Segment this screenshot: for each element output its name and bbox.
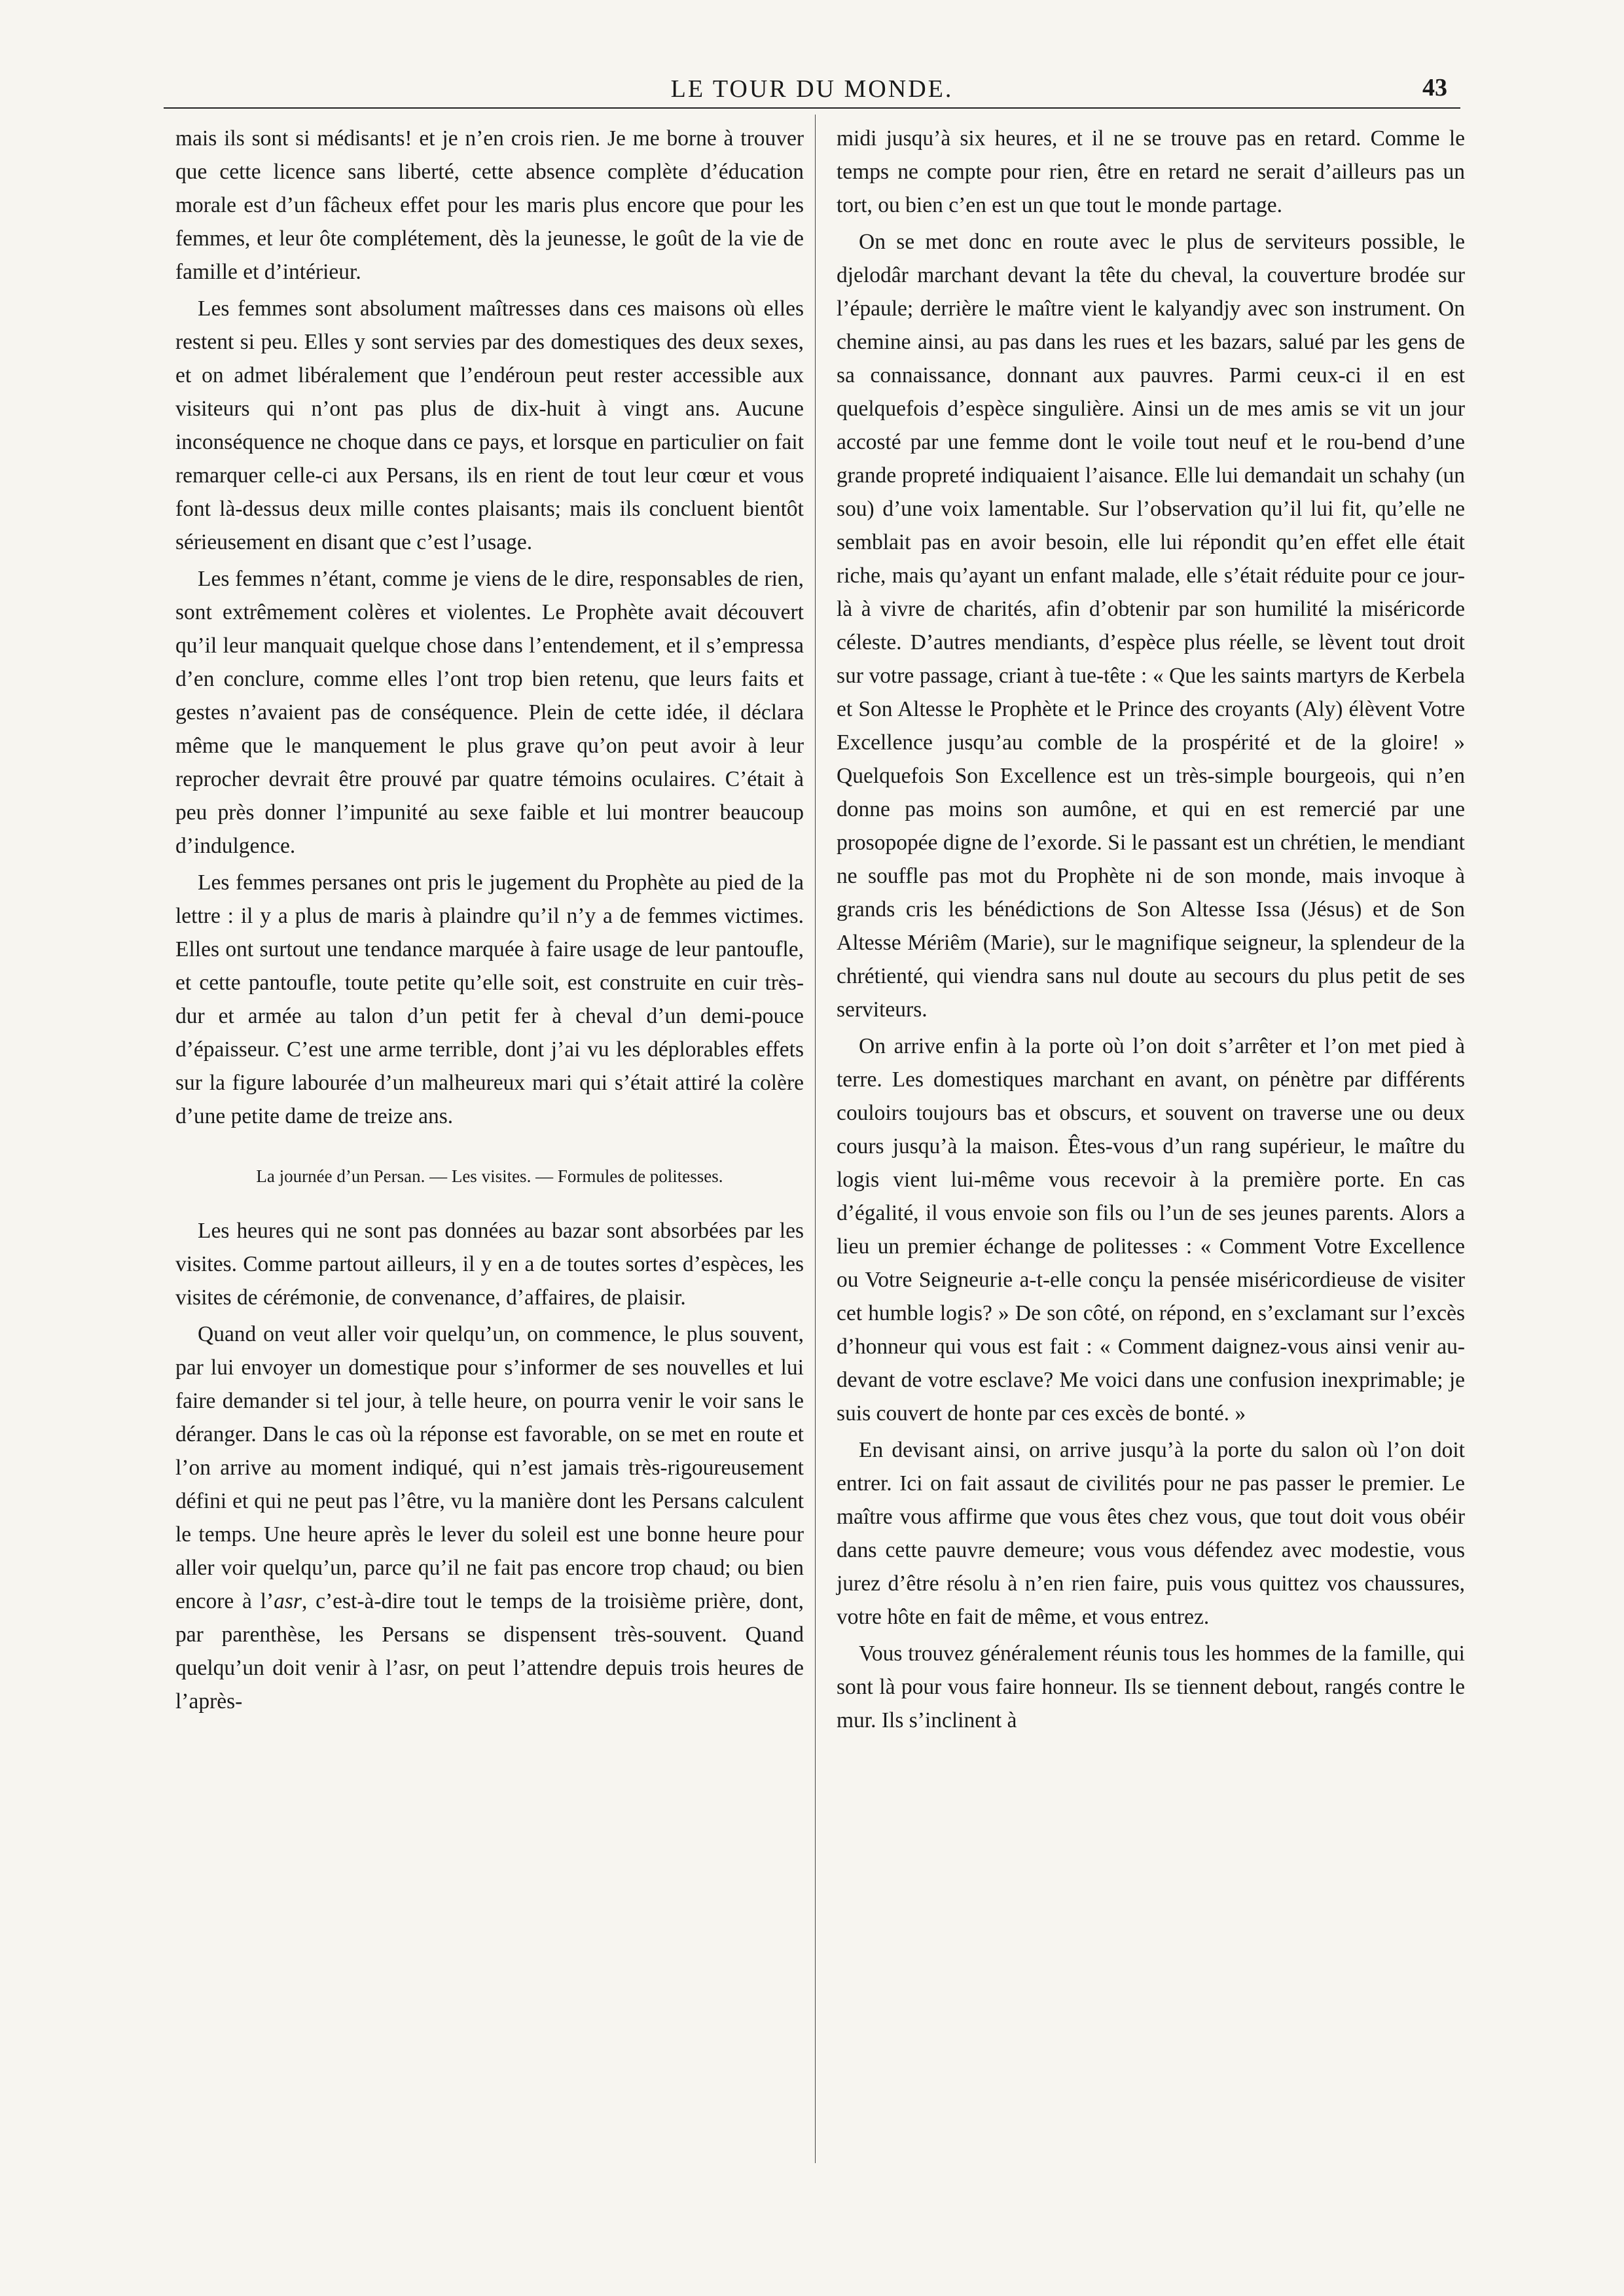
right-column — [837, 122, 1465, 1737]
section-heading: La journée d’un Persan. — Les visites. — Formules de politesses. — [256, 1166, 723, 1186]
italic-term: asr — [274, 1589, 302, 1613]
page-header — [164, 71, 1460, 110]
paragraph: En devisant ainsi, on arrive jusqu’à la porte du salon où l’on doit entrer. Ici on fait assaut de civilités pour ne pas passer le premier. Le maître vous affirme que vous êtes chez vous, que tout doit vous obéir dans cette pauvre demeure; vous vous défendez avec modestie, vous jurez d’être résolu à n’en rien faire, puis vous quittez vos chaussures, votre hôte en fait de même, et vous entrez. — [837, 1438, 1465, 1629]
paragraph: Vous trouvez généralement réunis tous les hommes de la famille, qui sont là pour vous faire honneur. Ils se tiennent debout, rangés contre le mur. Ils s’inclinent à — [837, 1641, 1465, 1732]
text-run: , c’est-à-dire tout le temps de la troisième prière, dont, par parenthèse, les Persans se dispensent très-souvent. Quand quelqu’un doit venir à l’asr, on peut l’attendre depuis trois heures de l’après- — [175, 1589, 804, 1713]
paragraph: Les heures qui ne sont pas données au bazar sont absorbées par les visites. Comme partout ailleurs, il y en a de toutes sortes d’espèces, les visites de cérémonie, de convenance, d’affaires, de plaisir. — [175, 1219, 804, 1310]
paragraph: On arrive enfin à la porte où l’on doit s’arrêter et l’on met pied à terre. Les domestiques marchant en avant, on pénètre par différents couloirs toujours bas et obscurs, et souvent on traverse une ou deux cours jusqu’à la maison. Êtes-vous d’un rang supérieur, le maître du logis vient lui-même vous recevoir à la première porte. En cas d’égalité, il vous envoie son fils ou l’un de ses jeunes parents. Alors a lieu un premier échange de politesses : « Comment Votre Excellence ou Votre Seigneurie a-t-elle conçu la pensée miséricordieuse de visiter cet humble logis? » De son côté, on répond, en s’exclamant sur l’excès d’honneur qui vous est fait : « Comment daignez-vous ainsi venir au-devant de votre esclave? Me voici dans une confusion inexprimable; je suis couvert de honte par ces excès de bonté. » — [837, 1034, 1465, 1426]
paragraph: On se met donc en route avec le plus de serviteurs possible, le djelodâr marchant devant la tête du cheval, la couverture brodée sur l’épaule; derrière le maître vient le kalyandjy avec son instrument. On chemine ainsi, au pas dans les rues et les bazars, salué par les gens de sa connaissance, donnant aux pauvres. Parmi ceux-ci il en est quelquefois d’espèce singulière. Ainsi un de mes amis se vit un jour accosté par une femme dont le voile tout neuf et le rou-bend d’une grande propreté indiquaient l’aisance. Elle lui demandait un schahy (un sou) d’une voix lamentable. Sur l’observation qu’il lui fit, qu’elle ne semblait pas en avoir besoin, elle lui répondit qu’en effet elle était riche, mais qu’ayant un enfant malade, elle s’était réduite pour ce jour-là à vivre de charités, afin d’obtenir par son humilité la miséricorde céleste. D’autres mendiants, d’espèce plus réelle, se lèvent tout droit sur votre passage, criant à tue-tête : « Que les saints martyrs de Kerbela et Son Altesse le Prophète et le Prince des croyants (Aly) élèvent Votre Excellence jusqu’au comble de la prospérité et de la gloire! » Quelquefois Son Excellence est un très-simple bourgeois, qui n’en donne pas moins son aumône, et qui en est remercié par une prosopopée digne de l’exorde. Si le passant est un chrétien, le mendiant ne souffle pas mot du Prophète ni de son monde, mais invoque à grands cris les bénédictions de Son Altesse Issa (Jésus) et de Son Altesse Mériêm (Marie), sur le magnifique seigneur, la splendeur de la chrétienté, qui viendra sans nul doute au secours du plus petit de ses serviteurs. — [837, 230, 1465, 1022]
paragraph: mais ils sont si médisants! et je n’en crois rien. Je me borne à trouver que cette licence sans liberté, cette absence complète d’éducation morale est d’un fâcheux effet pour les maris plus encore que pour les femmes, et leur ôte complétement, dès la jeunesse, le goût de la vie de famille et d’intérieur. — [175, 126, 804, 284]
column-divider — [815, 115, 816, 2163]
paragraph — [175, 1318, 804, 1718]
running-title: LE TOUR DU MONDE. — [670, 75, 954, 103]
page-number: 43 — [1422, 74, 1447, 101]
paragraph: Les femmes n’étant, comme je viens de le dire, responsables de rien, sont extrêmement colères et violentes. Le Prophète avait découvert qu’il leur manquait quelque chose dans l’entendement, et il s’empressa d’en conclure, comme elles l’ont trop bien retenu, que leurs faits et gestes n’avaient pas de conséquence. Plein de cette idée, il déclara même que le manquement le plus grave qu’on peut avoir à leur reprocher devrait être prouvé par quatre témoins oculaires. C’était à peu près donner l’impunité au sexe faible et lui montrer beaucoup d’indulgence. — [175, 567, 804, 858]
left-column — [175, 122, 804, 1718]
paragraph: midi jusqu’à six heures, et il ne se trouve pas en retard. Comme le temps ne compte pour rien, être en retard ne serait d’ailleurs pas un tort, ou bien c’en est un que tout le monde partage. — [837, 126, 1465, 217]
paragraph: Les femmes sont absolument maîtresses dans ces maisons où elles restent si peu. Elles y sont servies par des domestiques des deux sexes, et on admet libéralement que l’endéroun peut rester accessible aux visiteurs qui n’ont pas plus de dix-huit à vingt ans. Aucune inconséquence ne choque dans ce pays, et lorsque en particulier on fait remarquer celle-ci aux Persans, ils en rient de tout leur cœur et vous font là-dessus deux mille contes plaisants; mais ils concluent bientôt sérieusement en disant que c’est l’usage. — [175, 296, 804, 554]
header-rule — [164, 107, 1460, 109]
paragraph: Les femmes persanes ont pris le jugement du Prophète au pied de la lettre : il y a plus de maris à plaindre qu’il n’y a de femmes victimes. Elles ont surtout une tendance marquée à faire usage de leur pantoufle, et cette pantoufle, toute petite qu’elle soit, est construite en cuir très-dur et armée au talon d’un petit fer à cheval d’un demi-pouce d’épaisseur. C’est une arme terrible, dont j’ai vu les déplorables effets sur la figure labourée d’un malheureux mari qui s’était attiré la colère d’une petite dame de treize ans. — [175, 870, 804, 1128]
text-run: Quand on veut aller voir quelqu’un, on commence, le plus souvent, par lui envoyer un domestique pour s’informer de ses nouvelles et lui faire demander si tel jour, à telle heure, on pourra venir le voir sans le déranger. Dans le cas où la réponse est favorable, on se met en route et l’on arrive au moment indiqué, qui n’est jamais très-rigoureusement défini et qui ne peut pas l’être, vu la manière dont les Persans calculent le temps. Une heure après le lever du soleil est une bonne heure pour aller voir quelqu’un, parce qu’il ne fait pas encore trop chaud; ou bien encore à l’ — [175, 1322, 804, 1613]
